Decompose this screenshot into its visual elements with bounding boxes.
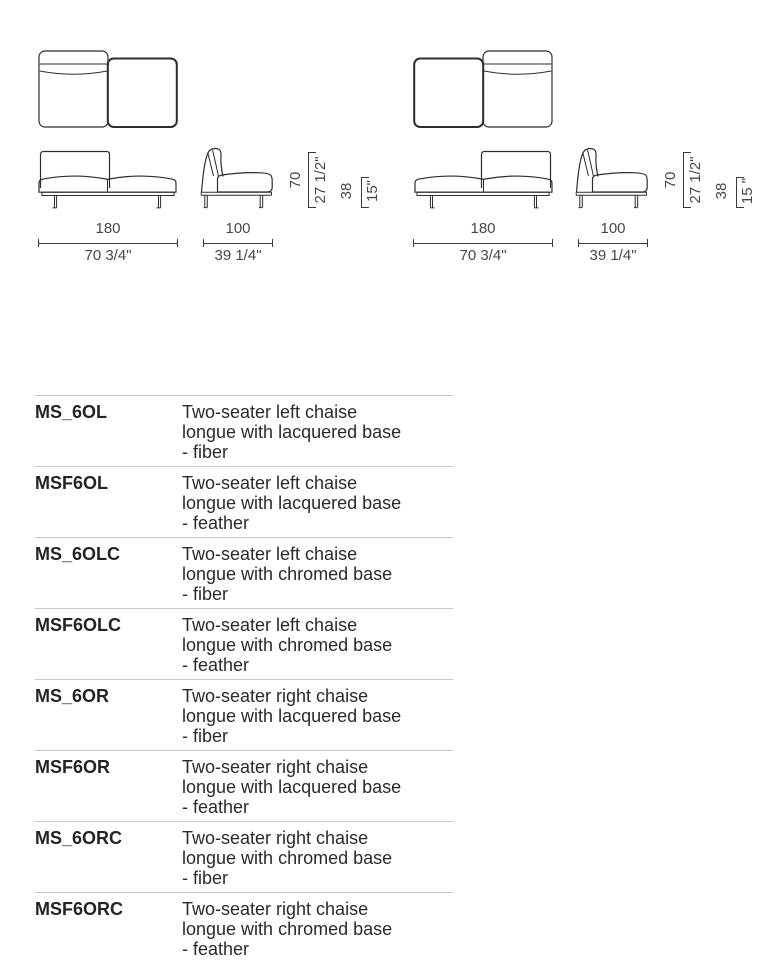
seat-height-cm-label: 38 bbox=[713, 182, 730, 200]
depth-in-label: 39 1/4" bbox=[214, 247, 262, 264]
depth-cm-label: 100 bbox=[600, 220, 626, 237]
product-code: MSF6OR bbox=[35, 757, 111, 777]
depth-dim-tick-right bbox=[272, 239, 273, 247]
table-row bbox=[35, 892, 453, 963]
depth-dimension-line bbox=[203, 243, 273, 244]
side-view-drawing bbox=[198, 145, 276, 213]
height-dimension-line bbox=[683, 152, 684, 208]
seat-height-dimension-line bbox=[361, 177, 362, 208]
width-cm-label: 180 bbox=[95, 220, 121, 237]
seat-height-dim-tick-bottom bbox=[736, 207, 744, 208]
table-row bbox=[35, 466, 453, 537]
table-row bbox=[35, 608, 453, 679]
product-description: Two-seater right chaise longue with chromed base - feather bbox=[182, 899, 393, 959]
product-code: MSF6OL bbox=[35, 473, 109, 493]
depth-dim-tick-right bbox=[647, 239, 648, 247]
height-cm-label: 70 bbox=[287, 171, 304, 189]
plan-view-drawing bbox=[413, 50, 553, 128]
width-dim-tick-left bbox=[38, 239, 39, 247]
table-row bbox=[35, 821, 453, 892]
seat-height-dimension-line bbox=[736, 177, 737, 208]
height-in-label: 27 1/2" bbox=[312, 156, 329, 204]
plan-view-drawing bbox=[38, 50, 178, 128]
height-dimension-line bbox=[308, 152, 309, 208]
product-description: Two-seater right chaise longue with lacquered base - fiber bbox=[182, 686, 402, 746]
product-description: Two-seater left chaise longue with lacquered base - fiber bbox=[182, 402, 402, 462]
depth-in-label: 39 1/4" bbox=[589, 247, 637, 264]
front-view-drawing bbox=[413, 147, 553, 213]
product-code: MSF6ORC bbox=[35, 899, 124, 919]
table-row bbox=[35, 679, 453, 750]
product-code: MS_6OL bbox=[35, 402, 108, 422]
table-row bbox=[35, 750, 453, 821]
product-description: Two-seater left chaise longue with lacquered base - feather bbox=[182, 473, 402, 533]
table-row bbox=[35, 537, 453, 608]
depth-dim-tick-left bbox=[203, 239, 204, 247]
height-in-label: 27 1/2" bbox=[687, 156, 704, 204]
table-row bbox=[35, 395, 453, 466]
width-dimension-line bbox=[413, 243, 553, 244]
side-view-drawing bbox=[573, 145, 651, 213]
seat-height-in-label: 15 " bbox=[739, 177, 756, 205]
left-chaise-diagram bbox=[30, 40, 395, 285]
depth-cm-label: 100 bbox=[225, 220, 251, 237]
width-dim-tick-right bbox=[177, 239, 178, 247]
front-view-drawing bbox=[38, 147, 178, 213]
product-description: Two-seater left chaise longue with chromed base - feather bbox=[182, 615, 393, 675]
width-in-label: 70 3/4" bbox=[459, 247, 507, 264]
product-description: Two-seater right chaise longue with lacquered base - feather bbox=[182, 757, 402, 817]
depth-dimension-line bbox=[578, 243, 648, 244]
height-cm-label: 70 bbox=[662, 171, 679, 189]
product-codes-table bbox=[35, 395, 453, 963]
width-cm-label: 180 bbox=[470, 220, 496, 237]
product-code: MSF6OLC bbox=[35, 615, 122, 635]
product-description: Two-seater right chaise longue with chromed base - fiber bbox=[182, 828, 393, 888]
depth-dim-tick-left bbox=[578, 239, 579, 247]
seat-height-in-label: 15" bbox=[364, 180, 381, 203]
width-dimension-line bbox=[38, 243, 178, 244]
seat-height-cm-label: 38 bbox=[338, 182, 355, 200]
width-in-label: 70 3/4" bbox=[84, 247, 132, 264]
seat-height-dim-tick-bottom bbox=[361, 207, 369, 208]
product-code: MS_6OLC bbox=[35, 544, 121, 564]
width-dim-tick-left bbox=[413, 239, 414, 247]
product-description: Two-seater left chaise longue with chromed base - fiber bbox=[182, 544, 393, 604]
product-code: MS_6OR bbox=[35, 686, 110, 706]
width-dim-tick-right bbox=[552, 239, 553, 247]
right-chaise-diagram bbox=[405, 40, 762, 285]
product-code: MS_6ORC bbox=[35, 828, 123, 848]
